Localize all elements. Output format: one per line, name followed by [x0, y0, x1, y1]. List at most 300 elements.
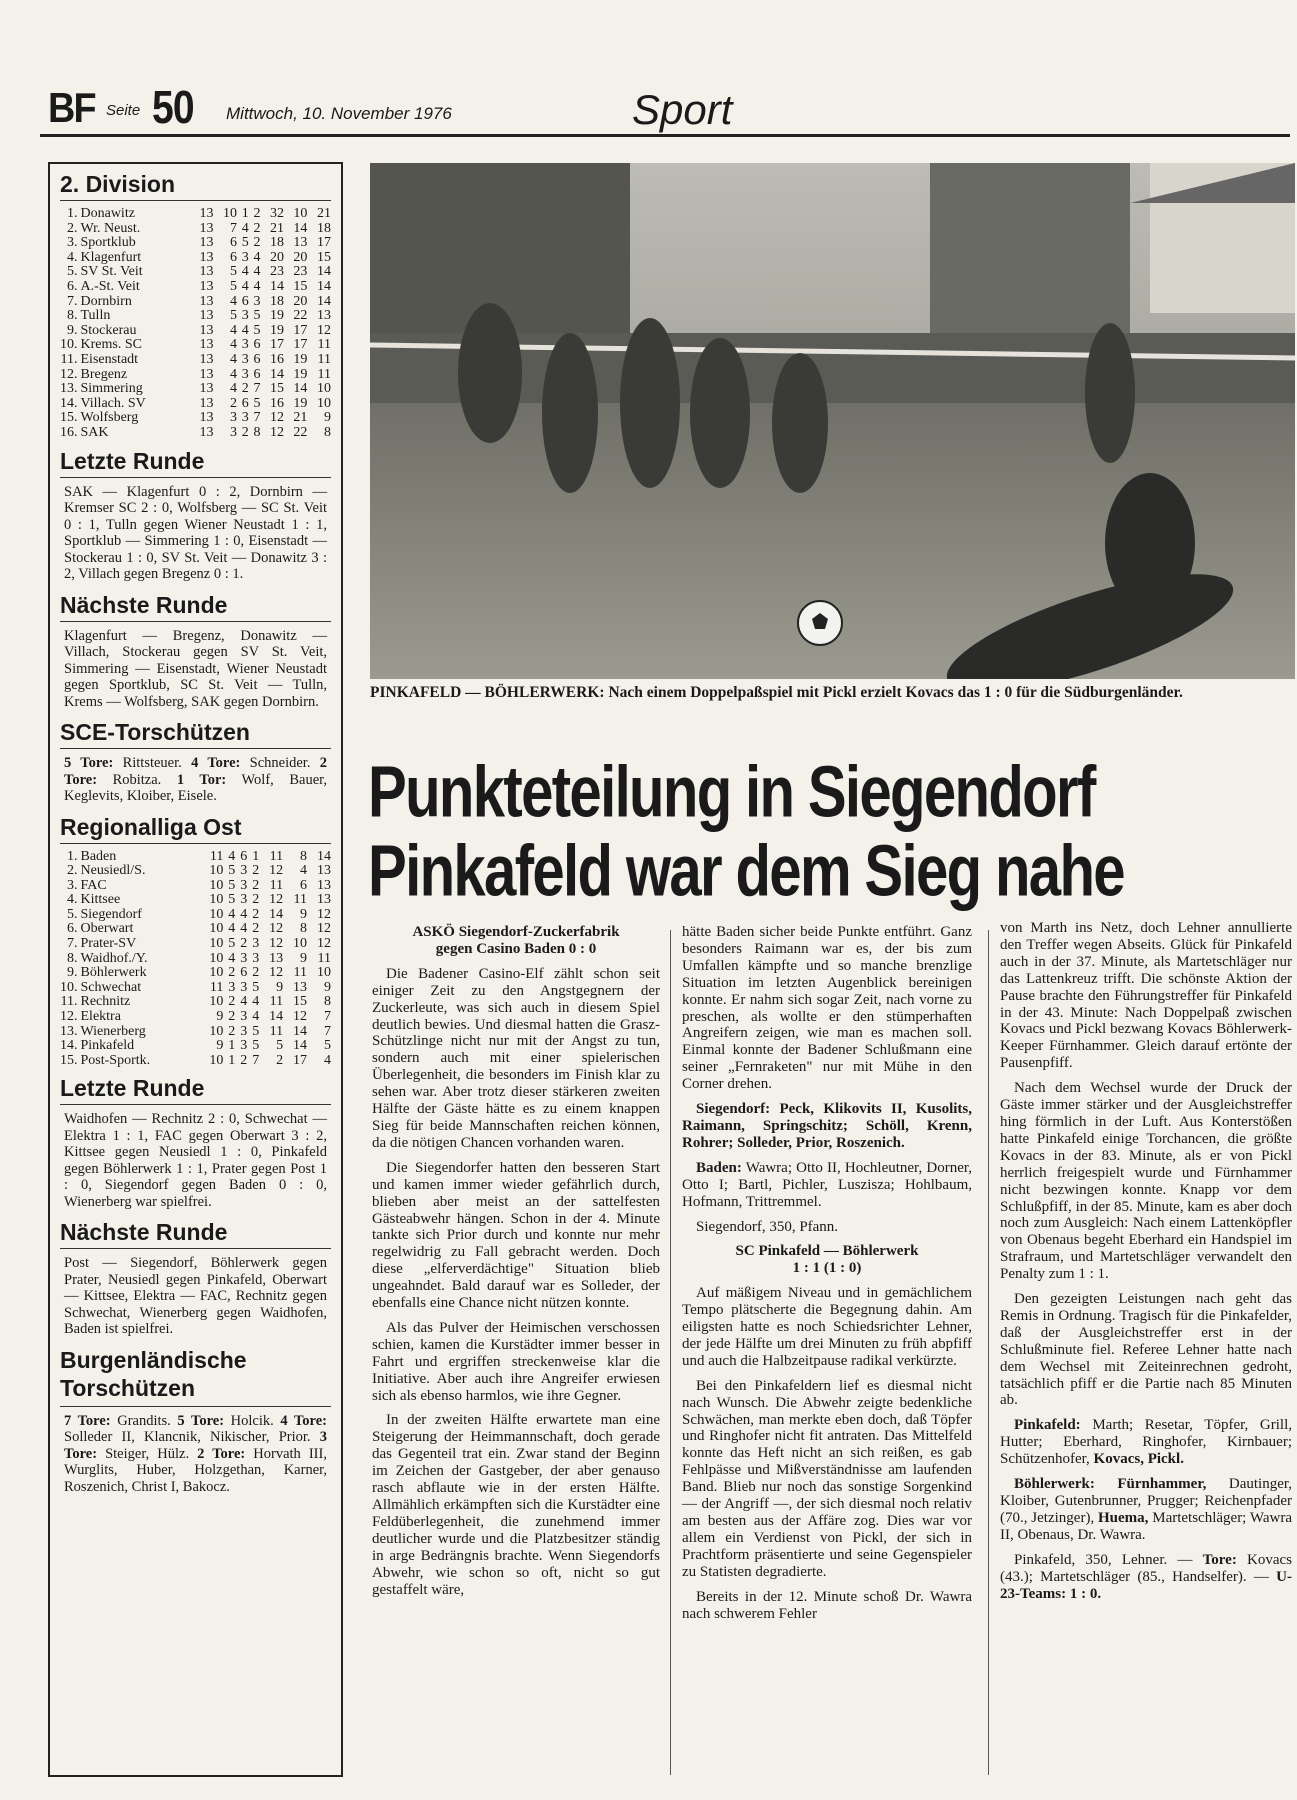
- division2-row: [60, 338, 331, 353]
- last-round-results-2: Waidhofen — Rechnitz 2 : 0, Schwechat — Elektra 1 : 1, FAC gegen Oberwart 3 : 2, Kittsee gegen Neusiedl 1 : 0, Pinkafeld gegen Böhlerwerk 1 : 1, Prater gegen Post 1 : 0, Siegendorf gegen Baden 0 : 0, Wienerberg war spielfrei.: [64, 1111, 327, 1210]
- stat-cell: 12: [317, 936, 331, 952]
- team-cell: Rechnitz: [80, 994, 131, 1010]
- team-cell: Elektra: [80, 1009, 121, 1025]
- stat-cell: 14: [269, 366, 284, 382]
- article-paragraph: Nach dem Wechsel wurde der Druck der Gäste immer stärker und der Ausgleichstreffer hing förmlich in der Luft. Aus Konterstößen hatte Pinkafeld einige Torchancen, die größte Kovacs in der 83. Minute, als er von Pickl herrlich freigespielt wurde und Fürnhammer nicht bezwingen konnte. Knapp vor dem Schlußpfiff, in der 85. Minute, kam es aber doch noch zum Ausgleich: Nach einem Lattenköpfler von Obenaus begeht Eberhard ein Handspiel im Strafraum, und Martetschläger verwandelt den Penalty zum 1 : 1.: [1000, 1080, 1292, 1283]
- stat-cell: 13: [199, 381, 214, 397]
- next-round-heading: Nächste Runde: [60, 591, 331, 622]
- stat-cell: 10: [209, 863, 224, 879]
- regionalliga-row: [60, 995, 331, 1010]
- stat-cell: 17: [293, 322, 308, 338]
- article-paragraph: In der zweiten Hälfte erwartete man eine Steigerung der Heimmannschaft, doch gerade das Gegenteil trat ein. Zwar stand der Beginn im Zeichen der Gastgeber, der aber genauso rasch abflaute wie in der ersten Hälfte. Allmählich erkämpften sich die Kurstädter eine Feldüberlegenheit, die zunehmend immer deutlicher wurde und die Platzbesitzer ständig in arge Bedrängnis brachte. Wenn Siegendorfs Abwehr, wie schon so oft, nicht so gut gestaffelt wäre,: [372, 1412, 660, 1598]
- division2-row: [60, 309, 331, 324]
- stat-cell: 5: [228, 877, 236, 893]
- team-cell: Böhlerwerk: [80, 965, 147, 981]
- division2-row: [60, 236, 331, 251]
- rank-cell: 3.: [67, 877, 78, 893]
- team-cell: Krems. SC: [80, 337, 142, 353]
- stat-cell: 5: [228, 863, 236, 879]
- stat-cell: 15: [293, 994, 308, 1010]
- column-divider: [670, 930, 671, 1775]
- team-cell: Villach. SV: [80, 395, 146, 411]
- stat-cell: 11: [293, 892, 308, 908]
- regionalliga-heading: Regionalliga Ost: [60, 813, 331, 844]
- stat-cell: 4: [300, 863, 308, 879]
- stat-cell: 4: [229, 351, 237, 367]
- regionalliga-row: [60, 1010, 331, 1025]
- rank-cell: 7.: [67, 936, 78, 952]
- header-divider: [40, 134, 1290, 137]
- team-cell: Bregenz: [80, 366, 128, 382]
- stat-cell: 3: [241, 410, 249, 426]
- stat-cell: 12: [269, 921, 284, 937]
- stat-cell: 3: [229, 424, 237, 440]
- article-column-3: [1000, 920, 1292, 1610]
- team-cell: SV St. Veit: [80, 264, 143, 280]
- article-column-2: [682, 924, 972, 1630]
- stat-cell: 14: [317, 278, 331, 294]
- page-label: Seite: [106, 102, 141, 119]
- rank-cell: 3.: [67, 235, 78, 251]
- stat-cell: 8: [300, 921, 308, 937]
- rank-cell: 5.: [67, 264, 78, 280]
- rank-cell: 5.: [67, 906, 78, 922]
- rank-cell: 13.: [60, 1023, 78, 1039]
- division2-heading: 2. Division: [60, 170, 331, 201]
- stat-cell: 12: [269, 410, 284, 426]
- division2-row: [60, 295, 331, 310]
- stat-cell: 14: [269, 278, 284, 294]
- stat-cell: 20: [293, 249, 308, 265]
- stat-cell: 15: [293, 278, 308, 294]
- stat-cell: 2: [252, 921, 260, 937]
- rank-cell: 2.: [67, 220, 78, 236]
- stat-cell: 19: [293, 366, 308, 382]
- rank-cell: 7.: [67, 293, 78, 309]
- team-cell: Neusiedl/S.: [80, 863, 146, 879]
- division2-row: [60, 411, 331, 426]
- match-subheading-1: ASKÖ Siegendorf-Zuckerfabrik gegen Casino Baden 0 : 0: [412, 924, 620, 957]
- stat-cell: 1: [228, 1052, 236, 1068]
- rank-cell: 9.: [67, 322, 78, 338]
- match-photo: [370, 163, 1295, 679]
- stat-cell: 4: [253, 264, 261, 280]
- stat-cell: 3: [240, 1038, 248, 1054]
- stat-cell: 2: [241, 381, 249, 397]
- team-cell: Waidhof./Y.: [80, 950, 148, 966]
- newspaper-logo: BF: [48, 84, 95, 131]
- stat-cell: 11: [317, 366, 331, 382]
- division2-row: [60, 382, 331, 397]
- page-header: [40, 80, 1290, 132]
- article-paragraph: von Marth ins Netz, doch Lehner annullierte den Treffer wegen Abseits. Glück für Pinkafeld auch in der 37. Minute, als Martetschläger nur das Lattenkreuz trifft. Die schönste Aktion der Pause brachte den Führungstreffer für Pinkafeld in der 43. Minute: Nach Doppelpaß zwischen Kovacs und Pickl bezwang Kovacs Böhlerwerk-Keeper Fürnhammer. Gleich darauf ertönte der Pausenpfiff.: [1000, 920, 1292, 1072]
- stat-cell: 4: [229, 366, 237, 382]
- regionalliga-row: [60, 966, 331, 981]
- stat-cell: 13: [199, 278, 214, 294]
- stat-cell: 10: [222, 206, 237, 221]
- article-paragraph: Den gezeigten Leistungen nach geht das Remis in Ordnung. Tragisch für die Pinkafelder, daß der Ausgleichstreffer erst in der Schlußminute fiel. Referee Lehner hatte nach dem Wechsel mit Zeiteinrechnen gedroht, tatsächlich pfiff er die Partie nach 85 Minuten ab.: [1000, 1291, 1292, 1409]
- stat-cell: 1: [241, 206, 249, 221]
- rank-cell: 1.: [67, 206, 78, 221]
- team-cell: Wolfsberg: [80, 410, 139, 426]
- stat-cell: 2: [253, 220, 261, 236]
- stat-cell: 5: [324, 1038, 331, 1054]
- team-cell: Eisenstadt: [80, 351, 139, 367]
- stat-cell: 23: [293, 264, 308, 280]
- match-summary: Pinkafeld, 350, Lehner. — Tore: Kovacs (43.); Martetschläger (85., Handselfer). — U-23-Teams: 1 : 0.: [1000, 1551, 1292, 1602]
- stat-cell: 4: [228, 921, 236, 937]
- stat-cell: 22: [293, 424, 308, 440]
- stat-cell: 13: [199, 366, 214, 382]
- stat-cell: 1: [228, 1038, 236, 1054]
- stat-cell: 9: [324, 979, 331, 995]
- venue-info: Siegendorf, 350, Pfann.: [696, 1218, 839, 1235]
- stat-cell: 5: [253, 322, 261, 338]
- stat-cell: 10: [209, 994, 224, 1010]
- stat-cell: 10: [209, 877, 224, 893]
- stat-cell: 4: [228, 950, 236, 966]
- stat-cell: 3: [241, 249, 249, 265]
- division2-row: [60, 353, 331, 368]
- stat-cell: 2: [252, 863, 260, 879]
- regionalliga-row: [60, 864, 331, 879]
- stat-cell: 7: [253, 381, 261, 397]
- stat-cell: 11: [269, 994, 284, 1010]
- lineup-siegendorf: Siegendorf: Peck, Klikovits II, Kusolits, Raimann, Springschitz; Schöll, Krenn, Rohrer; Solleder, Prior, Roszenich.: [682, 1101, 972, 1151]
- rank-cell: 15.: [60, 410, 78, 426]
- division2-row: [60, 222, 331, 237]
- stat-cell: 2: [252, 906, 260, 922]
- stat-cell: 19: [293, 395, 308, 411]
- article-paragraph: Die Siegendorfer hatten den besseren Start und kamen immer wieder gefährlich durch, blieben aber meist an der sattelfesten Gästeabwehr hängen. Schon in der 4. Minute tankte sich Prior durch und konnte nur mehr regelwidrig zu Fall gebracht werden. Doch diese „elferverdächtige" Situation blieb ungeahndet. Bald darauf war es Solleder, der ebenfalls eine Chance nicht nützen konnte.: [372, 1159, 660, 1312]
- stat-cell: 3: [241, 308, 249, 324]
- stat-cell: 3: [240, 1023, 248, 1039]
- stat-cell: 6: [229, 235, 237, 251]
- stat-cell: 10: [317, 965, 331, 981]
- stat-cell: 4: [229, 293, 237, 309]
- regionalliga-row: [60, 1025, 331, 1040]
- stat-cell: 21: [293, 410, 308, 426]
- team-cell: Wienerberg: [80, 1023, 146, 1039]
- stat-cell: 6: [241, 395, 249, 411]
- regionalliga-row: [60, 1054, 331, 1069]
- stat-cell: 6: [253, 366, 261, 382]
- article-paragraph: hätte Baden sicher beide Punkte entführt. Ganz besonders Raimann war es, der bis zum Umfallen kämpfte und so manche brenzlige Situation im letzten Augenblick bereinigen konnte. Er nahm sich sogar Zeit, nach vorne zu preschen, als wollte er den stümperhaften Angreifern zeigen, wie man es machen soll. Einmal konnte der Badener Schlußmann eine seiner „Fernraketen" nur mit Mühe in den Corner drehen.: [682, 924, 972, 1093]
- stat-cell: 14: [269, 906, 284, 922]
- team-cell: Baden: [80, 848, 117, 864]
- stat-cell: 17: [317, 235, 331, 251]
- stat-cell: 13: [199, 235, 214, 251]
- stat-cell: 6: [241, 293, 249, 309]
- stat-cell: 9: [300, 906, 308, 922]
- standings-sidebar: [48, 162, 343, 1777]
- section-title: Sport: [632, 86, 733, 133]
- stat-cell: 12: [269, 892, 284, 908]
- stat-cell: 13: [199, 322, 214, 338]
- stat-cell: 9: [324, 410, 331, 426]
- stat-cell: 13: [293, 979, 308, 995]
- stat-cell: 10: [209, 921, 224, 937]
- stat-cell: 13: [199, 206, 214, 221]
- team-cell: Dornbirn: [80, 293, 132, 309]
- stat-cell: 4: [229, 322, 237, 338]
- rank-cell: 12.: [60, 1009, 78, 1025]
- stat-cell: 2: [253, 235, 261, 251]
- stat-cell: 13: [199, 293, 214, 309]
- stat-cell: 9: [216, 1038, 224, 1054]
- stat-cell: 13: [317, 863, 331, 879]
- regionalliga-row: [60, 908, 331, 923]
- stat-cell: 4: [241, 278, 249, 294]
- column-divider: [988, 930, 989, 1775]
- stat-cell: 14: [269, 1009, 284, 1025]
- stat-cell: 14: [293, 381, 308, 397]
- stat-cell: 11: [269, 1023, 284, 1039]
- stat-cell: 10: [209, 906, 224, 922]
- stat-cell: 19: [269, 308, 284, 324]
- stat-cell: 16: [269, 351, 284, 367]
- stat-cell: 14: [293, 220, 308, 236]
- stat-cell: 6: [229, 249, 237, 265]
- rank-cell: 16.: [60, 424, 78, 440]
- stat-cell: 18: [317, 220, 331, 236]
- stat-cell: 13: [199, 351, 214, 367]
- stat-cell: 14: [293, 1038, 308, 1054]
- stat-cell: 21: [269, 220, 284, 236]
- issue-date: Mittwoch, 10. November 1976: [226, 104, 452, 123]
- stat-cell: 7: [324, 1023, 331, 1039]
- stat-cell: 11: [209, 848, 224, 864]
- stat-cell: 12: [317, 906, 331, 922]
- rank-cell: 12.: [60, 366, 78, 382]
- rank-cell: 15.: [60, 1052, 78, 1068]
- match-photo-graphic: [370, 163, 1295, 679]
- stat-cell: 11: [317, 337, 331, 353]
- stat-cell: 10: [209, 1023, 224, 1039]
- stat-cell: 3: [252, 936, 260, 952]
- article-headline: [368, 752, 1136, 910]
- stat-cell: 14: [317, 293, 331, 309]
- rank-cell: 6.: [67, 921, 78, 937]
- stat-cell: 10: [317, 395, 331, 411]
- stat-cell: 12: [269, 424, 284, 440]
- burgenland-scorers-heading: Burgenländische Torschützen: [60, 1346, 247, 1401]
- rank-cell: 14.: [60, 1038, 78, 1054]
- rank-cell: 8.: [67, 950, 78, 966]
- rank-cell: 10.: [60, 337, 78, 353]
- article-paragraph: Die Badener Casino-Elf zählt schon seit einiger Zeit zu den Angstgegnern der Zuckerleute, was sich auch in diesem Spiel deutlich bewies. Und diesmal hatten die Grasz-Schützlinge nicht nur mit der Angst zu tun, sondern auch mit einer spielerischen Überlegenheit, die besonders im Finish klar zu sehen war. Aber trotz dieser stärkeren zweiten Hälfte der Gäste hätte es zu einem knappen Sieg für beide Mannschaften reichen können, da die nötigen Chancen vorhanden waren.: [372, 965, 660, 1151]
- stat-cell: 2: [229, 395, 237, 411]
- stat-cell: 5: [252, 1038, 260, 1054]
- stat-cell: 3: [240, 863, 248, 879]
- division2-row: [60, 251, 331, 266]
- stat-cell: 13: [293, 235, 308, 251]
- stat-cell: 4: [240, 906, 248, 922]
- team-cell: Post-Sportk.: [80, 1052, 151, 1068]
- burgenland-scorers-list: 7 Tore: Grandits. 5 Tore: Holcik. 4 Tore: Solleder II, Klancnik, Nikischer, Prior. 3 Tore: Steiger, Hülz. 2 Tore: Horvath III, Wurglits, Huber, Holzgethan, Karner, Roszenich, Christ I, Bakocz.: [64, 1412, 327, 1495]
- stat-cell: 4: [252, 1009, 260, 1025]
- regionalliga-row: [60, 952, 331, 967]
- stat-cell: 1: [252, 848, 260, 864]
- stat-cell: 4: [240, 921, 248, 937]
- stat-cell: 14: [293, 1023, 308, 1039]
- stat-cell: 4: [324, 1052, 331, 1068]
- stat-cell: 20: [269, 249, 284, 265]
- team-cell: SAK: [80, 424, 109, 440]
- stat-cell: 11: [209, 979, 224, 995]
- stat-cell: 3: [229, 410, 237, 426]
- stat-cell: 5: [229, 308, 237, 324]
- stat-cell: 3: [240, 1009, 248, 1025]
- stat-cell: 8: [324, 424, 331, 440]
- stat-cell: 3: [252, 950, 260, 966]
- stat-cell: 4: [229, 381, 237, 397]
- stat-cell: 4: [253, 278, 261, 294]
- team-cell: Pinkafeld: [80, 1038, 135, 1054]
- stat-cell: 13: [199, 337, 214, 353]
- stat-cell: 17: [269, 337, 284, 353]
- stat-cell: 12: [293, 1009, 308, 1025]
- article-paragraph: Auf mäßigem Niveau und in gemächlichem Tempo plätscherte die Begegnung dahin. Am eiligsten hatte es noch Schiedsrichter Lehner, der jede Hälfte um drei Minuten zu früh abpfiff und auch die Halbzeitpause radikal verkürzte.: [682, 1285, 972, 1369]
- stat-cell: 2: [228, 1023, 236, 1039]
- stat-cell: 5: [253, 308, 261, 324]
- division2-row: [60, 426, 331, 441]
- stat-cell: 8: [324, 994, 331, 1010]
- stat-cell: 13: [199, 249, 214, 265]
- rank-cell: 10.: [60, 979, 78, 995]
- stat-cell: 4: [228, 848, 236, 864]
- stat-cell: 5: [276, 1038, 284, 1054]
- stat-cell: 9: [300, 950, 308, 966]
- stat-cell: 19: [293, 351, 308, 367]
- stat-cell: 19: [269, 322, 284, 338]
- team-cell: Oberwart: [80, 921, 134, 937]
- team-cell: A.-St. Veit: [80, 278, 140, 294]
- photo-caption: PINKAFELD — BÖHLERWERK: Nach einem Doppelpaßspiel mit Pickl erzielt Kovacs das 1 : 0 für die Südburgenländer.: [370, 684, 1183, 701]
- stat-cell: 2: [276, 1052, 284, 1068]
- next-round-heading-2: Nächste Runde: [60, 1218, 331, 1249]
- stat-cell: 3: [241, 351, 249, 367]
- rank-cell: 6.: [67, 278, 78, 294]
- stat-cell: 3: [240, 979, 248, 995]
- stat-cell: 11: [317, 950, 331, 966]
- stat-cell: 10: [209, 1052, 224, 1068]
- stat-cell: 3: [241, 337, 249, 353]
- stat-cell: 5: [252, 1023, 260, 1039]
- stat-cell: 6: [240, 848, 248, 864]
- stat-cell: 13: [317, 877, 331, 893]
- rank-cell: 4.: [67, 892, 78, 908]
- regionalliga-row: [60, 937, 331, 952]
- rank-cell: 11.: [60, 994, 78, 1010]
- stat-cell: 13: [199, 395, 214, 411]
- lineup-baden: Baden: Wawra; Otto II, Hochleutner, Dorner, Otto I; Bartl, Pichler, Luszisza; Hohlbaum, Hofmann, Trittremmel.: [682, 1159, 972, 1210]
- stat-cell: 12: [317, 921, 331, 937]
- stat-cell: 18: [269, 293, 284, 309]
- stat-cell: 3: [240, 892, 248, 908]
- stat-cell: 13: [269, 950, 284, 966]
- stat-cell: 2: [252, 965, 260, 981]
- stat-cell: 4: [229, 337, 237, 353]
- team-cell: Kittsee: [80, 892, 121, 908]
- stat-cell: 7: [252, 1052, 260, 1068]
- rank-cell: 14.: [60, 395, 78, 411]
- stat-cell: 9: [276, 979, 284, 995]
- article-paragraph: Bei den Pinkafeldern lief es diesmal nicht nach Wunsch. Die Abwehr zeigte bedenkliche Schwächen, man merkte eben doch, daß Töpfer und Ringhofer nicht fit antraten. Das Mittelfeld konnte das Heft nicht an sich reißen, es gab Fehlpässe und Mißverständnisse am laufenden Band. Blieb nur noch das sonstige Sorgenkind — der Angriff —, der sich diesmal noch relativ am besten aus der Affäre zog. Dies war vor allem ein Verdienst von Pickl, der sich in Prachtform präsentierte und seine Gegenspieler zu Statisten degradierte.: [682, 1377, 972, 1580]
- stat-cell: 3: [253, 293, 261, 309]
- stat-cell: 8: [253, 424, 261, 440]
- stat-cell: 2: [228, 1009, 236, 1025]
- stat-cell: 32: [269, 206, 284, 221]
- stat-cell: 6: [253, 351, 261, 367]
- team-cell: Wr. Neust.: [80, 220, 141, 236]
- article-paragraph: Als das Pulver der Heimischen verschossen schien, kamen die Kurstädter immer besser in Fahrt und ergriffen streckenweise klar die Initiative. Aber auch ihre Angreifer erwiesen sich als ebenso harmlos, wie ihre Gegner.: [372, 1319, 660, 1404]
- stat-cell: 23: [269, 264, 284, 280]
- match-subheading-2: SC Pinkafeld — Böhlerwerk 1 : 1 (1 : 0): [735, 1243, 919, 1277]
- stat-cell: 10: [293, 206, 308, 221]
- stat-cell: 3: [240, 950, 248, 966]
- stat-cell: 11: [317, 351, 331, 367]
- rank-cell: 4.: [67, 249, 78, 265]
- team-cell: FAC: [80, 877, 107, 893]
- article-column-1: [372, 924, 660, 1606]
- stat-cell: 4: [253, 249, 261, 265]
- stat-cell: 12: [317, 322, 331, 338]
- rank-cell: 8.: [67, 308, 78, 324]
- team-cell: Stockerau: [80, 322, 137, 338]
- division2-row: [60, 397, 331, 412]
- stat-cell: 8: [300, 848, 308, 864]
- stat-cell: 13: [199, 424, 214, 440]
- lineup-boehlerwerk: Böhlerwerk: Fürnhammer, Dautinger, Kloiber, Gutenbrunner, Prugger; Reichenpfader (70., Jetzinger), Huema, Martetschläger; Wawra II, Obenaus, Dr. Wawra.: [1000, 1476, 1292, 1543]
- lineup-pinkafeld: Pinkafeld: Marth; Resetar, Töpfer, Grill, Hutter; Eberhard, Ringhofer, Kirnbauer; Schützenhofer, Kovacs, Pickl.: [1000, 1417, 1292, 1468]
- stat-cell: 5: [241, 235, 249, 251]
- stat-cell: 12: [269, 936, 284, 952]
- stat-cell: 5: [228, 892, 236, 908]
- article-paragraph: Bereits in der 12. Minute schoß Dr. Wawra nach schwerem Fehler: [682, 1588, 972, 1622]
- last-round-heading: Letzte Runde: [60, 447, 331, 478]
- stat-cell: 14: [317, 848, 331, 864]
- stat-cell: 3: [228, 979, 236, 995]
- stat-cell: 13: [317, 892, 331, 908]
- stat-cell: 4: [241, 264, 249, 280]
- stat-cell: 13: [199, 220, 214, 236]
- stat-cell: 6: [253, 337, 261, 353]
- stat-cell: 15: [317, 249, 331, 265]
- stat-cell: 22: [293, 308, 308, 324]
- stat-cell: 5: [229, 278, 237, 294]
- stat-cell: 12: [269, 863, 284, 879]
- stat-cell: 20: [293, 293, 308, 309]
- regionalliga-row: [60, 850, 331, 865]
- stat-cell: 10: [209, 950, 224, 966]
- rank-cell: 11.: [60, 351, 78, 367]
- team-cell: Siegendorf: [80, 906, 142, 922]
- stat-cell: 2: [241, 424, 249, 440]
- stat-cell: 13: [199, 308, 214, 324]
- stat-cell: 2: [253, 206, 261, 221]
- division2-row: [60, 280, 331, 295]
- stat-cell: 3: [240, 877, 248, 893]
- regionalliga-row: [60, 879, 331, 894]
- stat-cell: 18: [269, 235, 284, 251]
- stat-cell: 3: [241, 366, 249, 382]
- team-cell: Sportklub: [80, 235, 136, 251]
- division2-row: [60, 368, 331, 383]
- team-cell: Schwechat: [80, 979, 142, 995]
- stat-cell: 2: [240, 1052, 248, 1068]
- team-cell: Simmering: [80, 381, 143, 397]
